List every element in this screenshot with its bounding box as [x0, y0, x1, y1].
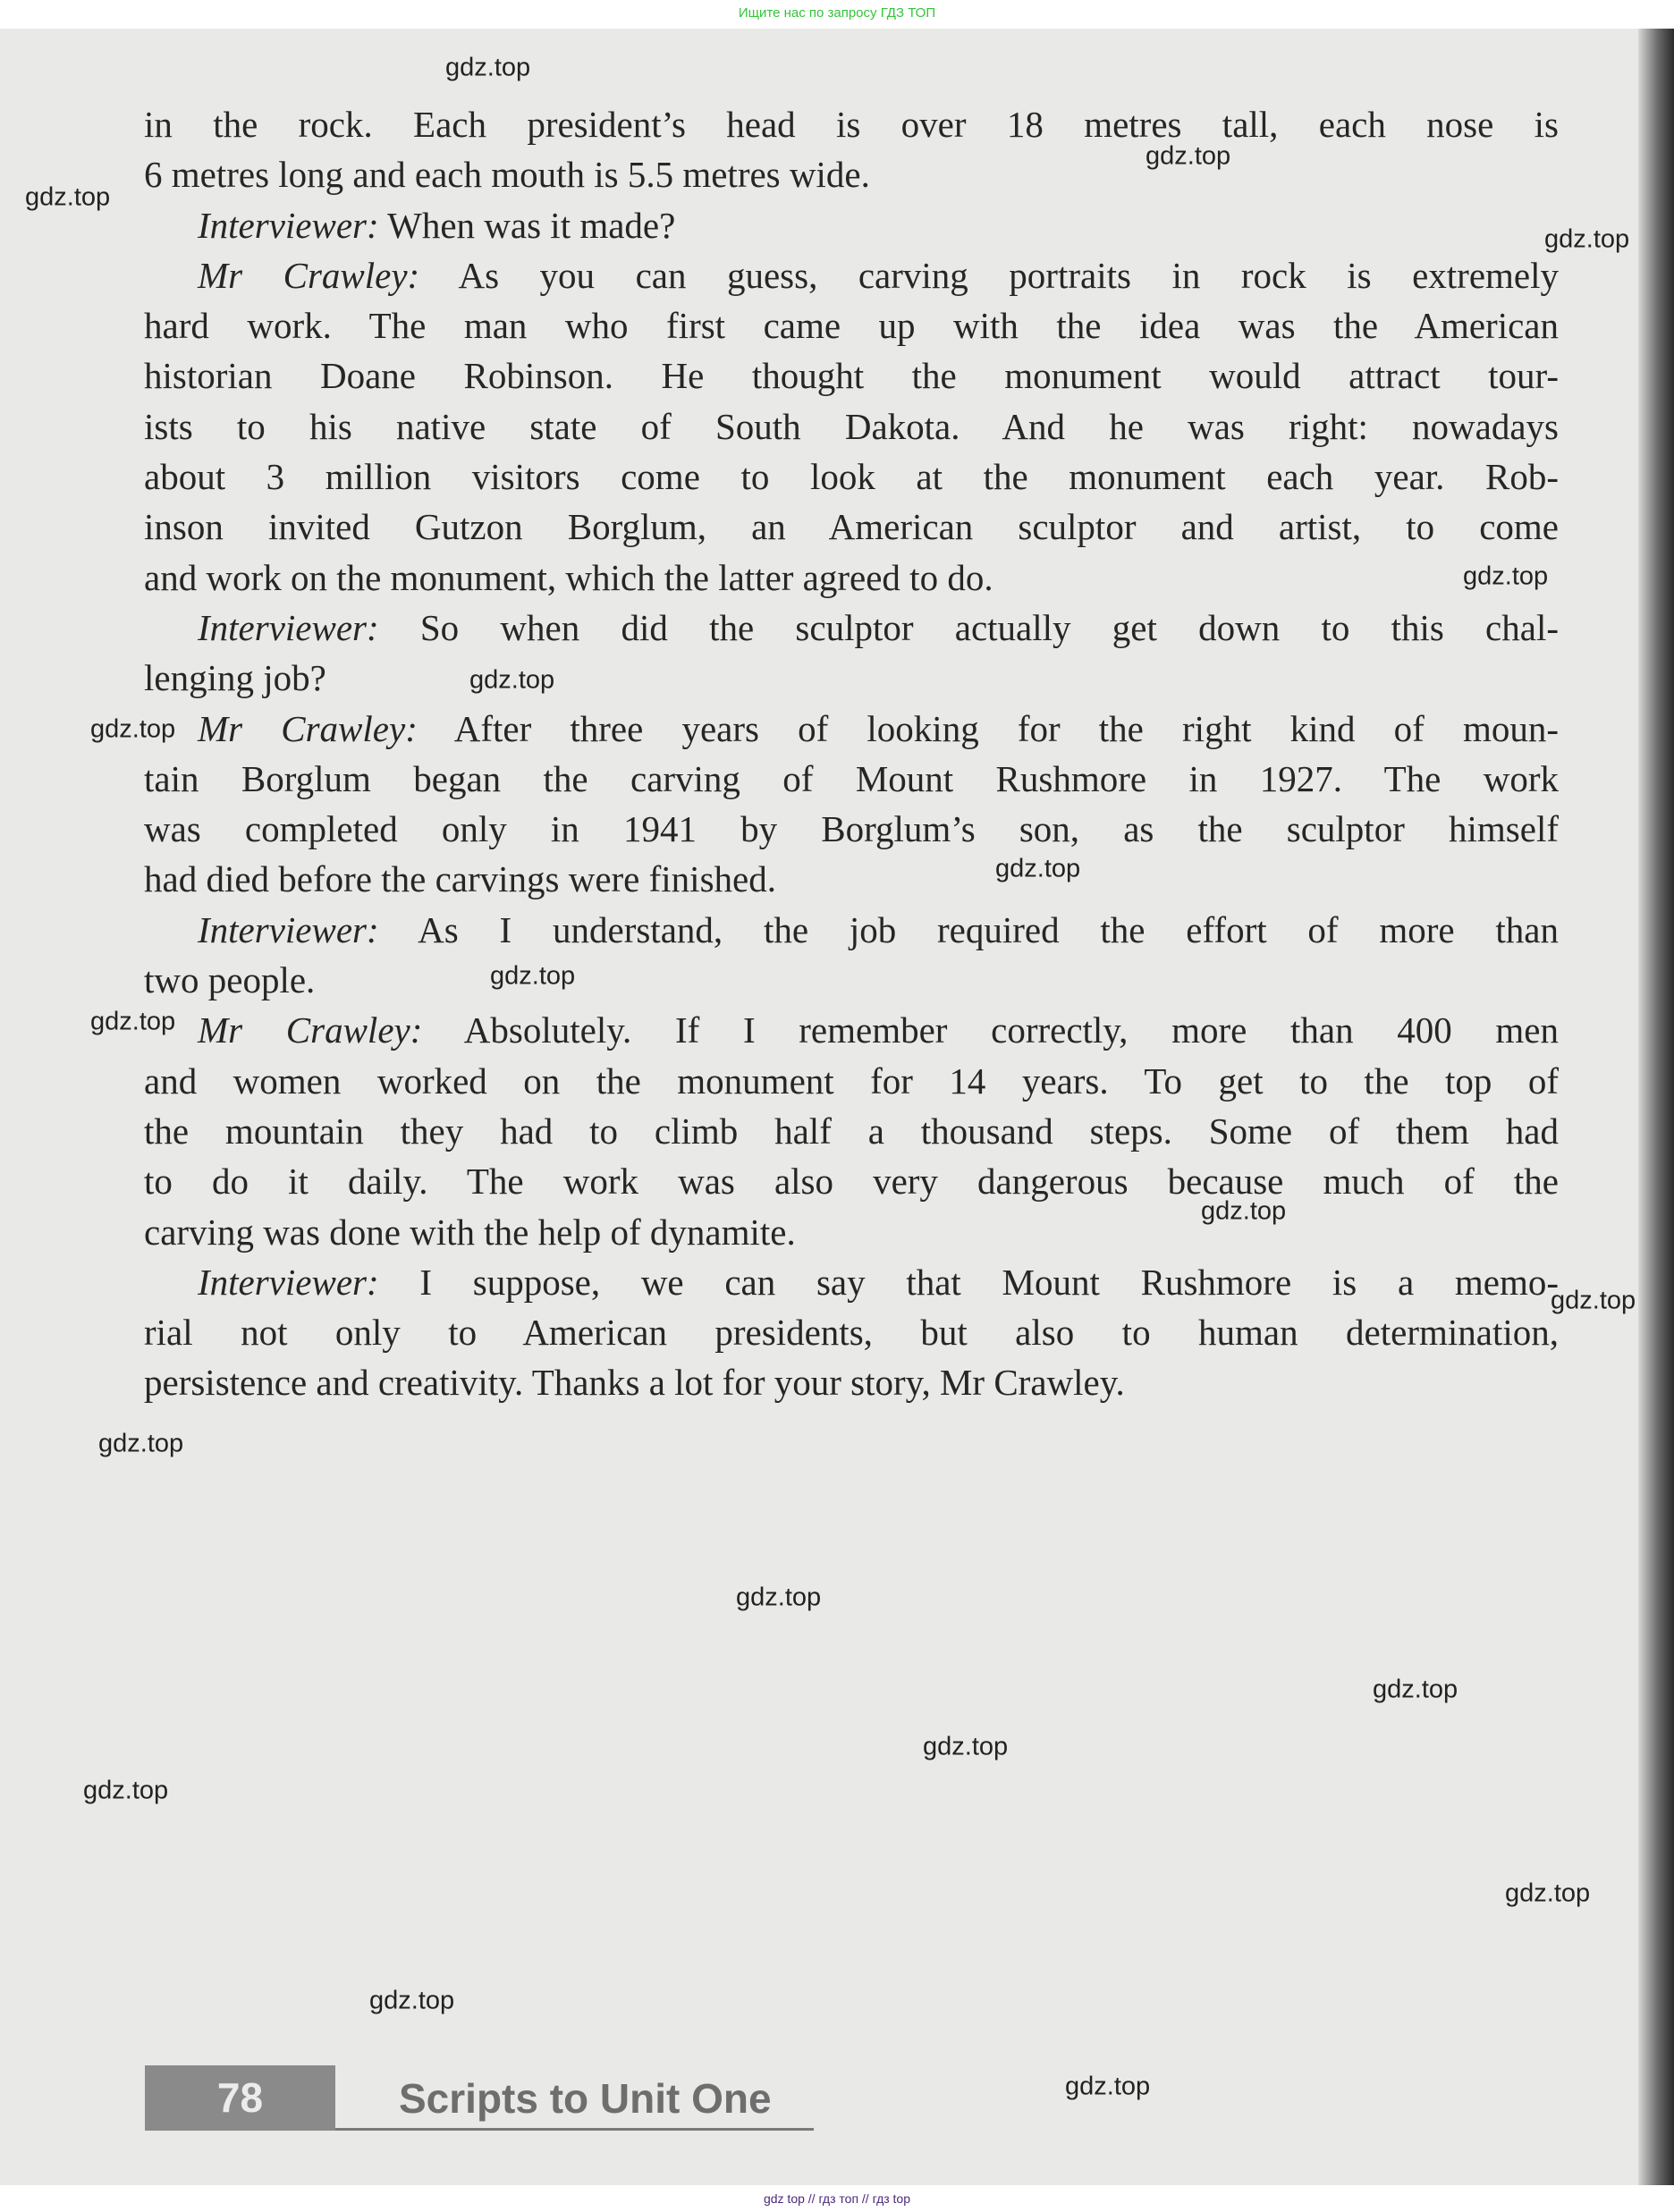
top-banner	[0, 0, 1674, 29]
line-text: As you can guess, carving portraits in rock is extremely	[419, 254, 1559, 296]
page-binding-shadow	[1638, 29, 1674, 2185]
line-text: was completed only in 1941 by Borglum’s son, as the sculptor himself	[144, 808, 1559, 850]
watermark: gdz.top	[1463, 561, 1549, 591]
line-text: ists to his native state of South Dakota. And he was right: nowadays	[144, 405, 1559, 447]
line-text: lenging job?	[144, 657, 326, 699]
watermark: gdz.top	[469, 665, 555, 695]
speaker-name: Mr Crawley:	[198, 1009, 423, 1051]
watermark: gdz.top	[1065, 2072, 1151, 2101]
text-line	[144, 704, 1559, 754]
line-text: I suppose, we can say that Mount Rushmore is a memo-	[378, 1261, 1559, 1303]
text-line	[144, 502, 1559, 552]
text-line	[144, 149, 1559, 199]
line-text: carving was done with the help of dynamite.	[144, 1211, 796, 1253]
text-line	[144, 603, 1559, 653]
text-line	[144, 1357, 1559, 1407]
text-line	[144, 754, 1559, 804]
line-text: So when did the sculptor actually get down to this chal-	[378, 606, 1559, 648]
line-text: two people.	[144, 959, 316, 1001]
line-text: tain Borglum began the carving of Mount Rushmore in 1927. The work	[144, 757, 1559, 799]
line-text: in the rock. Each president’s head is over 18 metres tall, each nose is	[144, 104, 1559, 145]
line-text: to do it daily. The work was also very dangerous because much of the	[144, 1161, 1559, 1203]
footer-divider	[335, 2128, 814, 2131]
watermark: gdz.top	[1373, 1675, 1458, 1704]
watermark: gdz.top	[25, 182, 111, 212]
section-title: Scripts to Unit One	[399, 2075, 772, 2122]
bottom-banner	[0, 2185, 1674, 2212]
text-line	[144, 200, 1559, 250]
text-line	[144, 250, 1559, 300]
text-line	[144, 1207, 1559, 1257]
line-text: persistence and creativity. Thanks a lot for your story, Mr Crawley.	[144, 1362, 1125, 1404]
watermark: gdz.top	[98, 1429, 184, 1458]
watermark: gdz.top	[1146, 141, 1231, 171]
line-text: had died before the carvings were finished.	[144, 858, 776, 900]
line-text: When was it made?	[378, 204, 676, 246]
watermark: gdz.top	[1201, 1196, 1287, 1226]
watermark: gdz.top	[995, 854, 1081, 883]
speaker-name: Interviewer:	[198, 204, 379, 246]
speaker-name: Interviewer:	[198, 606, 379, 648]
speaker-name: Interviewer:	[198, 1261, 379, 1303]
watermark: gdz.top	[1551, 1286, 1636, 1315]
watermark: gdz.top	[490, 961, 576, 991]
line-text: After three years of looking for the right kind of moun-	[417, 707, 1559, 749]
text-line	[144, 1257, 1559, 1307]
speaker-name: Mr Crawley:	[198, 707, 418, 749]
watermark: gdz.top	[369, 1986, 455, 2015]
bottom-banner-text: gdz top // гдз топ // гдз top	[763, 2191, 911, 2206]
watermark: gdz.top	[923, 1732, 1009, 1761]
line-text: rial not only to American presidents, but also to human determination,	[144, 1312, 1559, 1354]
line-text: As I understand, the job required the effort of more than	[378, 908, 1559, 950]
line-text: 6 metres long and each mouth is 5.5 metres wide.	[144, 154, 870, 196]
speaker-name: Mr Crawley:	[198, 254, 420, 296]
text-line	[144, 905, 1559, 955]
text-line	[144, 300, 1559, 350]
text-line	[144, 1056, 1559, 1106]
text-line	[144, 350, 1559, 401]
text-line	[144, 553, 1559, 603]
text-line	[144, 401, 1559, 452]
line-text: inson invited Gutzon Borglum, an American sculptor and artist, to come	[144, 506, 1559, 548]
watermark: gdz.top	[1505, 1879, 1591, 1908]
page-number: 78	[145, 2065, 335, 2131]
line-text: Absolutely. If I remember correctly, more than 400 men	[422, 1009, 1560, 1051]
line-text: and work on the monument, which the latter agreed to do.	[144, 556, 993, 598]
watermark: gdz.top	[83, 1776, 169, 1805]
text-line	[144, 1106, 1559, 1156]
speaker-name: Interviewer:	[198, 908, 379, 950]
text-line	[144, 452, 1559, 502]
watermark: gdz.top	[736, 1583, 822, 1612]
line-text: about 3 million visitors come to look at the monument each year. Rob-	[144, 456, 1559, 498]
watermark: gdz.top	[445, 53, 531, 82]
watermark: gdz.top	[1544, 224, 1630, 254]
text-line	[144, 1005, 1559, 1055]
text-line	[144, 653, 1559, 703]
line-text: and women worked on the monument for 14 years. To get to the top of	[144, 1060, 1559, 1102]
top-banner-text: Ищите нас по запросу ГДЗ ТОП	[738, 5, 936, 21]
text-line	[144, 804, 1559, 854]
line-text: historian Doane Robinson. He thought the monument would attract tour-	[144, 355, 1559, 397]
text-line	[144, 1156, 1559, 1206]
text-line	[144, 854, 1559, 904]
text-line	[144, 1307, 1559, 1357]
watermark: gdz.top	[90, 714, 176, 744]
dialogue-text	[144, 99, 1559, 1408]
watermark: gdz.top	[90, 1007, 176, 1036]
line-text: the mountain they had to climb half a thousand steps. Some of them had	[144, 1110, 1559, 1152]
text-line	[144, 99, 1559, 149]
line-text: hard work. The man who first came up with the idea was the American	[144, 305, 1559, 347]
text-line	[144, 955, 1559, 1005]
